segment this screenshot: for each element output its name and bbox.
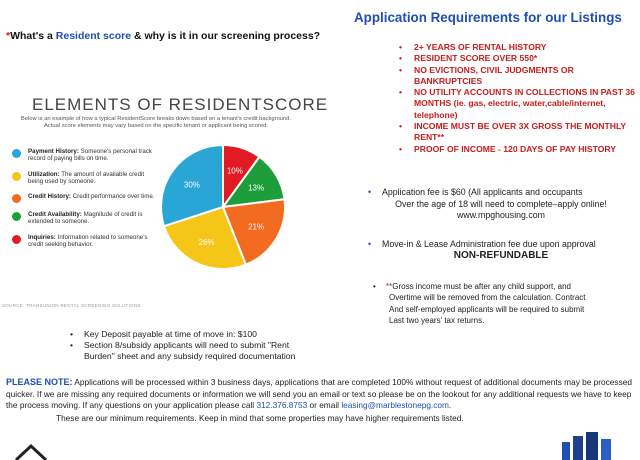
legend-item: Utilization: The amount of available credit being used by someone. (12, 171, 157, 186)
minimum-requirements-note: These are our minimum requirements. Keep in mind that some properties may have higher requirements listed. (56, 413, 464, 423)
building-logo-icon (560, 432, 616, 460)
legend-dot (12, 194, 21, 203)
non-refundable: NON-REFUNDABLE (453, 250, 549, 261)
requirement-item: • INCOME MUST BE OVER 3X GROSS THE MONTHLY RENT** (397, 121, 640, 144)
legend-dot (12, 235, 21, 244)
pie-label: 13% (248, 183, 265, 193)
fees-section: • Application fee is $60 (All applicants and occupants Over the age of 18 will need to complete–apply online! www.mpghousing.com • Move-in & Lease Administration fee due upon approval NON-REFUNDABLE (368, 187, 634, 262)
legend-item: Credit History: Credit performance over time. (12, 193, 157, 203)
legend-dot (12, 172, 21, 181)
requirement-item: • PROOF OF INCOME - 120 DAYS OF PAY HISTORY (397, 144, 640, 155)
resident-score-question: *What's a Resident score & why is it in our screening process? (6, 30, 321, 42)
pie-label: 10% (226, 166, 243, 176)
chart-source: SOURCE: TRANSUNION RENTAL SCREENING SOLUTIONS (2, 303, 141, 308)
pie-label: 30% (183, 180, 200, 190)
legend-item: Inquiries: Information related to someone's credit seeking behavior. (12, 234, 157, 249)
equal-housing-icon (14, 442, 48, 460)
website-link[interactable]: www.mpghousing.com (456, 210, 545, 220)
please-note: PLEASE NOTE: Applications will be processed within 3 business days, applications that are completed 100% without request of additional documents may be processed quicker. If we are missing any required documents or information we will send you an email or text so please be on the lookout for any additional requests we have to keep the process moving. If any questions on your application please call 312.376.8753 or email leasing@marblestonepg.com. (6, 377, 632, 410)
phone-link[interactable]: 312.376.8753 (256, 400, 308, 410)
requirement-item: • 2+ YEARS OF RENTAL HISTORY (397, 42, 640, 53)
move-in-fee: Move-in & Lease Administration fee due upon approval (382, 238, 596, 249)
gross-income-note: • **Gross income must be after any child support, and Overtime will be removed from the calculation. Contract And self-employed applicants will be required to submit Last two years' tax returns. (373, 282, 586, 325)
legend-item: Credit Availability: Magnitude of credit is extended to someone. (12, 211, 157, 226)
list-item: • Key Deposit payable at time of move in: $100 (70, 329, 257, 339)
requirement-item: • NO EVICTIONS, CIVIL JUDGMENTS OR BANKRUPTCIES (397, 65, 640, 88)
pie-label: 21% (248, 222, 265, 232)
requirements-title: Application Requirements for our Listings (354, 10, 622, 25)
legend-item: Payment History: Someone's personal track record of paying bills on time. (12, 148, 157, 163)
resident-score-pie-chart (158, 142, 288, 272)
score-legend (12, 148, 157, 256)
legend-dot (12, 149, 21, 158)
requirement-item: • NO UTILITY ACCOUNTS IN COLLECTIONS IN PAST 36 MONTHS (ie. gas, electric, water,cable/internet, telephone) (397, 87, 640, 121)
legend-dot (12, 212, 21, 221)
requirement-item: • RESIDENT SCORE OVER 550* (397, 53, 640, 64)
requirements-list (397, 42, 640, 155)
elements-title: ELEMENTS OF RESIDENTSCORE (32, 95, 329, 114)
email-link[interactable]: leasing@marblestonepg.com (341, 400, 449, 410)
elements-subtitle: Below is an example of how a typical ResidentScore breaks down based on a tenant's credit background. Actual score elements may vary based on the specific tenant or applicant being scored. (20, 116, 292, 129)
list-item: • Section 8/subsidy applicants will need to submit "Rent (70, 340, 290, 350)
deposit-list (70, 329, 295, 362)
list-item: Burden" sheet and any subsidy required documentation (84, 351, 296, 361)
application-fee: Application fee is $60 (All applicants and occupants (382, 187, 583, 197)
pie-label: 26% (198, 237, 215, 247)
